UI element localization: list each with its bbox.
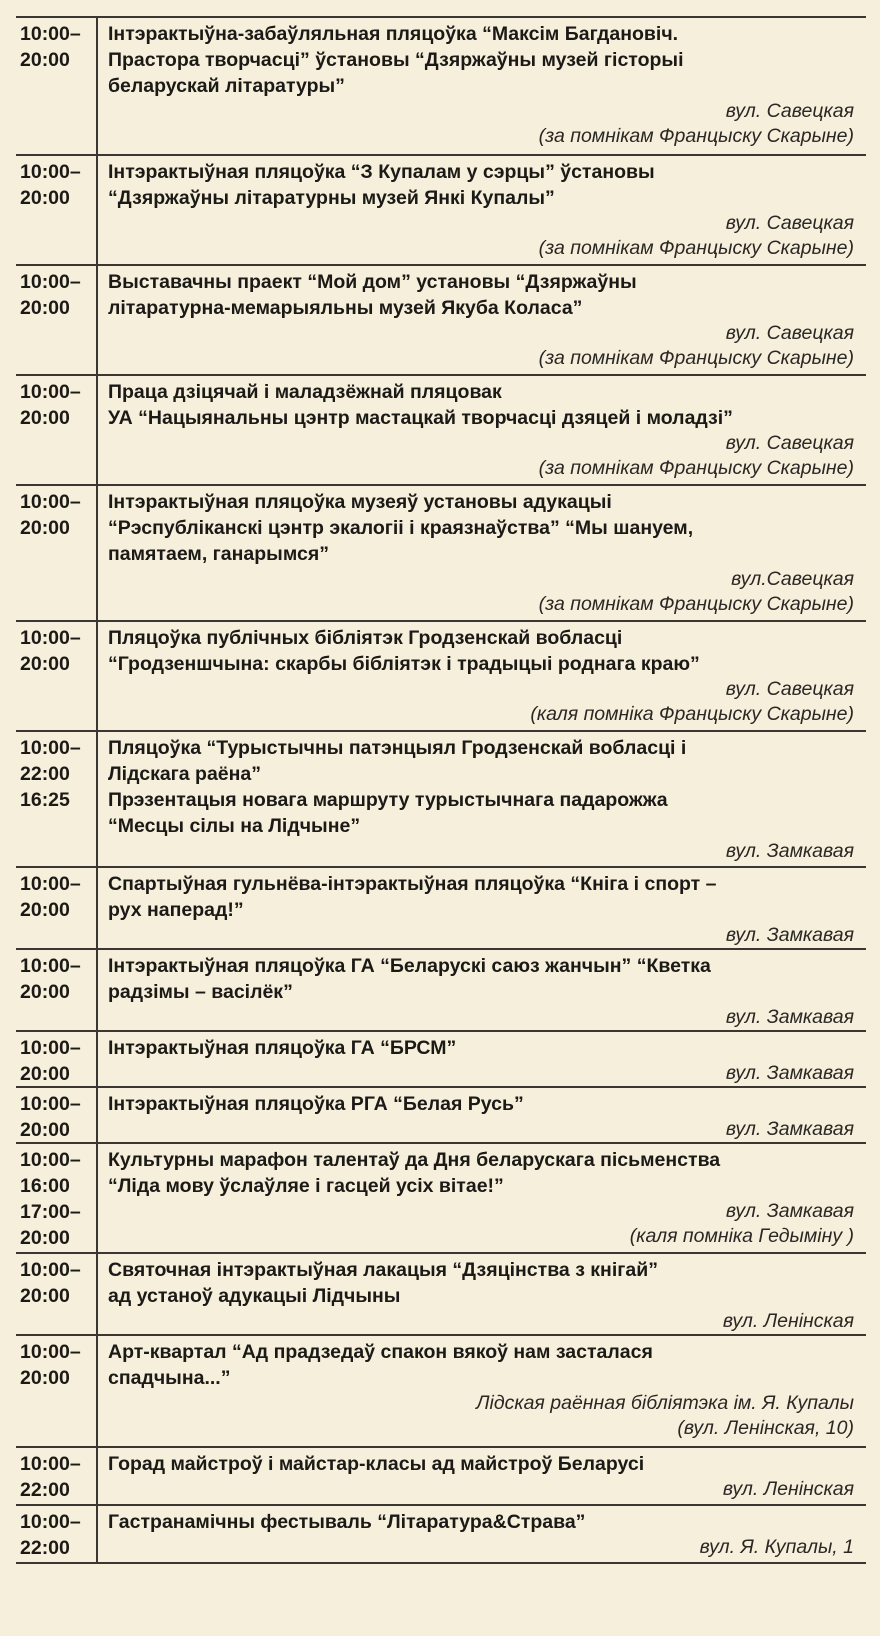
event-description-cell [98,18,866,154]
event-time: 10:00– [20,1093,81,1115]
event-title-line: “Месцы сілы на Лідчыне” [108,815,361,837]
event-title-line: Прэзентацыя новага маршруту турыстычнага падарожжа [108,789,668,811]
event-time: 20:00 [20,187,70,209]
event-location: (за помнікам Францыску Скарыне) [538,593,854,615]
event-row [16,1504,866,1562]
event-description-cell [98,156,866,264]
event-time: 20:00 [20,517,70,539]
event-time: 16:00 [20,1175,70,1197]
event-location: вул. Савецкая [725,322,854,344]
event-time: 22:00 [20,763,70,785]
event-description-cell [98,1088,866,1142]
event-location: (за помнікам Францыску Скарыне) [538,457,854,479]
event-description-cell [98,1506,866,1562]
event-time: 10:00– [20,1341,81,1363]
event-description-cell [98,1336,866,1446]
event-row [16,18,866,154]
event-title-line: памятаем, ганарымся” [108,543,329,565]
event-location: вул. Ленінская [722,1478,854,1500]
event-time: 20:00 [20,297,70,319]
event-title-line: Святочная інтэрактыўная лакацыя “Дзяцінства з кнігай” [108,1259,658,1281]
event-time-cell [16,266,98,374]
event-description-cell [98,266,866,374]
event-time-cell [16,732,98,866]
event-time: 20:00 [20,1367,70,1389]
event-row [16,1334,866,1446]
event-description-cell [98,1144,866,1252]
event-title-line: “Рэспубліканскі цэнтр экалогіі і краязнаўства” “Мы шануем, [108,517,694,539]
event-location: вул. Савецкая [725,432,854,454]
event-title-line: спадчына...” [108,1367,231,1389]
event-location: вул. Савецкая [725,100,854,122]
event-title-line: ад устаноў адукацыі Лідчыны [108,1285,401,1307]
event-title-line: Прастора творчасці” ўстановы “Дзяржаўны музей гісторыі [108,49,684,71]
event-time: 20:00 [20,1119,70,1141]
event-title-line: літаратурна-мемарыяльны музей Якуба Коласа” [108,297,583,319]
event-time-cell [16,156,98,264]
event-description-cell [98,1254,866,1334]
event-description-cell [98,376,866,484]
event-time: 20:00 [20,981,70,1003]
event-title-line: Спартыўная гульнёва-інтэрактыўная пляцоўка “Кніга і спорт – [108,873,717,895]
event-time-cell [16,1254,98,1334]
event-time: 10:00– [20,491,81,513]
event-row [16,1086,866,1142]
event-title-line: Інтэрактыўная пляцоўка ГА “БРСМ” [108,1037,457,1059]
event-title-line: Праца дзіцячай і маладзёжнай пляцовак [108,381,502,403]
event-title-line: Інтэрактыўная пляцоўка РГА “Белая Русь” [108,1093,524,1115]
event-time-cell [16,950,98,1030]
event-time-cell [16,1448,98,1504]
event-row [16,1446,866,1504]
event-title-line: Выставачны праект “Мой дом” установы “Дзяржаўны [108,271,637,293]
event-time-cell [16,1506,98,1562]
event-location: вул. Савецкая [725,212,854,234]
event-time-cell [16,1032,98,1086]
event-title-line: Інтэрактыўна-забаўляльная пляцоўка “Максім Багдановіч. [108,23,679,45]
event-location: Лідская раённая бібліятэка ім. Я. Купалы [476,1392,854,1414]
event-time-cell [16,18,98,154]
event-location: (за помнікам Францыску Скарыне) [538,347,854,369]
event-time: 22:00 [20,1537,70,1559]
event-title-line: радзімы – васілёк” [108,981,293,1003]
event-title-line: Інтэрактыўная пляцоўка “З Купалам у сэрцы” ўстановы [108,161,655,183]
event-row [16,948,866,1030]
event-description-cell [98,622,866,730]
event-time: 10:00– [20,23,81,45]
event-title-line: Інтэрактыўная пляцоўка музеяў установы адукацыі [108,491,612,513]
event-row [16,484,866,620]
event-description-cell [98,868,866,948]
event-title-line: Культурны марафон талентаў да Дня беларускага пісьменства [108,1149,721,1171]
event-title-line: Горад майстроў і майстар-класы ад майстроў Беларусі [108,1453,645,1475]
event-time: 10:00– [20,627,81,649]
event-location: вул. Замкавая [725,1118,854,1140]
event-time: 20:00 [20,1227,70,1249]
event-time: 20:00 [20,1285,70,1307]
event-title-line: УА “Нацыянальны цэнтр мастацкай творчасці дзяцей і моладзі” [108,407,733,429]
event-title-line: Пляцоўка публічных бібліятэк Гродзенскай вобласці [108,627,623,649]
event-time: 16:25 [20,789,70,811]
event-title-line: Арт-квартал “Ад прадзедаў спакон вякоў нам засталася [108,1341,653,1363]
event-time: 10:00– [20,1259,81,1281]
event-location: вул. Замкавая [725,1062,854,1084]
event-time: 10:00– [20,1511,81,1533]
event-location: вул. Савецкая [725,678,854,700]
event-row [16,1030,866,1086]
event-title-line: рух наперад!” [108,899,244,921]
event-location: вул.Савецкая [731,568,854,590]
event-time-cell [16,1336,98,1446]
event-time: 10:00– [20,1037,81,1059]
event-time: 10:00– [20,1453,81,1475]
event-title-line: Лідскага раёна” [108,763,262,785]
event-location: (за помнікам Францыску Скарыне) [538,237,854,259]
event-location: (за помнікам Францыску Скарыне) [538,125,854,147]
event-schedule-table [16,16,866,1564]
event-time: 20:00 [20,1063,70,1085]
event-time-cell [16,622,98,730]
event-time: 20:00 [20,407,70,429]
event-row [16,620,866,730]
event-title-line: Гастранамічны фестываль “Літаратура&Страва” [108,1511,586,1533]
event-time: 10:00– [20,955,81,977]
event-row [16,374,866,484]
event-title-line: “Дзяржаўны літаратурны музей Янкі Купалы” [108,187,555,209]
event-time: 10:00– [20,381,81,403]
event-row [16,1252,866,1334]
event-time: 10:00– [20,873,81,895]
event-time: 22:00 [20,1479,70,1501]
event-time: 10:00– [20,737,81,759]
event-location: вул. Замкавая [725,924,854,946]
event-time: 10:00– [20,161,81,183]
event-location: вул. Замкавая [725,1006,854,1028]
event-description-cell [98,486,866,620]
event-time: 20:00 [20,899,70,921]
event-row [16,1142,866,1252]
event-time: 20:00 [20,653,70,675]
event-title-line: “Гродзеншчына: скарбы бібліятэк і традыцыі роднага краю” [108,653,700,675]
event-title-line: беларускай літаратуры” [108,75,345,97]
event-description-cell [98,1448,866,1504]
event-time: 20:00 [20,49,70,71]
event-location: (каля помніка Гедыміну ) [629,1225,854,1247]
event-title-line: Інтэрактыўная пляцоўка ГА “Беларускі саюз жанчын” “Кветка [108,955,711,977]
event-description-cell [98,950,866,1030]
event-time: 10:00– [20,271,81,293]
event-location: вул. Замкавая [725,840,854,862]
event-time-cell [16,376,98,484]
event-description-cell [98,732,866,866]
event-time-cell [16,868,98,948]
event-location: вул. Замкавая [725,1200,854,1222]
event-row [16,154,866,264]
event-title-line: Пляцоўка “Турыстычны патэнцыял Гродзенскай вобласці і [108,737,687,759]
event-time-cell [16,1144,98,1252]
event-location: (вул. Ленінская, 10) [677,1417,854,1439]
event-location: вул. Я. Купалы, 1 [699,1536,854,1558]
event-row [16,730,866,866]
event-location: (каля помніка Францыску Скарыне) [530,703,854,725]
event-time: 17:00– [20,1201,81,1223]
event-time: 10:00– [20,1149,81,1171]
event-description-cell [98,1032,866,1086]
event-time-cell [16,1088,98,1142]
event-row [16,866,866,948]
event-row [16,264,866,374]
event-title-line: “Ліда мову ўслаўляе і гасцей усіх вітае!” [108,1175,504,1197]
event-time-cell [16,486,98,620]
event-location: вул. Ленінская [722,1310,854,1332]
